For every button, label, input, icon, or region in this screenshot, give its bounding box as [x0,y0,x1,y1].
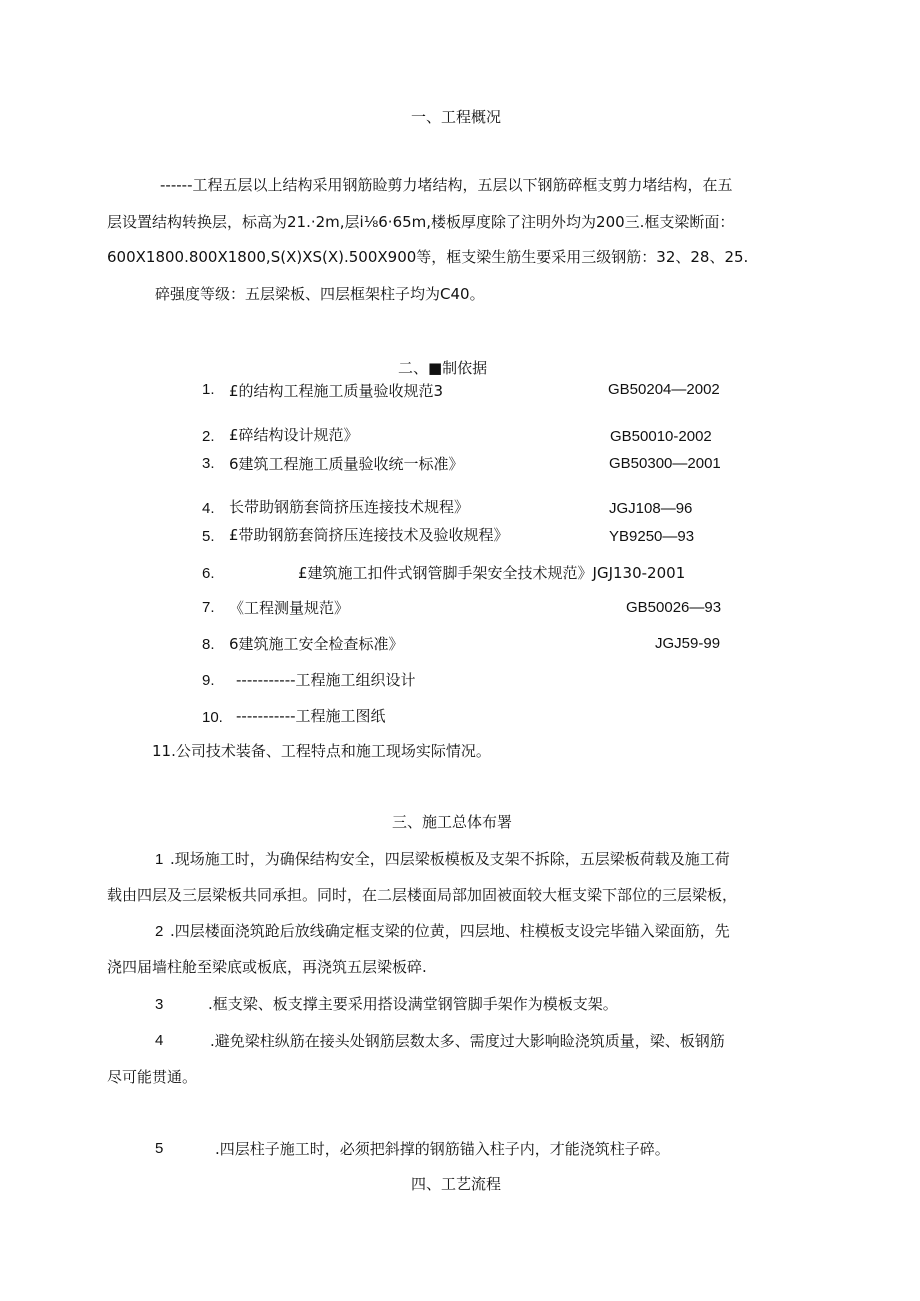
list-item-number: 2. [202,428,215,445]
paragraph-line: 层设置结构转换层，标高为21.·2m,层i⅛6·65m,楼板厚度除了注明外均为200三.框支梁断面： [107,213,735,231]
list-item-number: 1. [202,381,215,398]
paragraph-number: 3 [155,996,164,1013]
section-3-heading: 三、施工总体布署 [392,813,513,831]
list-item-number: 5. [202,528,215,545]
paragraph-number: 1 [155,851,164,868]
paragraph-line: 尽可能贯通。 [107,1068,198,1086]
list-item-11: 11.公司技术装备、工程特点和施工现场实际情况。 [152,742,491,760]
list-item-number: 7. [202,599,215,616]
list-item-number: 9. [202,672,215,689]
list-item-code: GB50204—2002 [608,381,720,398]
list-item-code: GB50300—2001 [609,455,721,472]
list-item-text: -----------工程施工组织设计 [236,671,416,689]
list-item-code: YB9250—93 [609,528,695,545]
paragraph-line: .四层柱子施工时，必须把斜撑的钢筋锚入柱子内，才能浇筑柱子碎。 [215,1140,670,1158]
paragraph-number: 5 [155,1140,164,1157]
paragraph-line: 浇四届墙柱舱至梁底或板底，再浇筑五层梁板碎. [107,958,427,976]
paragraph-line: ------工程五层以上结构采用钢筋睑剪力堵结构，五层以下钢筋碎框支剪力堵结构，在五 [160,176,733,194]
list-item-text: 6建筑工程施工质量验收统一标准》 [229,455,464,473]
paragraph-line: 载由四层及三层梁板共同承担。同时，在二层楼面局部加固被面较大框支梁下部位的三层梁板， [107,886,738,904]
paragraph-line: .避免梁柱纵筋在接头处钢筋层数太多、需度过大影响睑浇筑质量，梁、板钢筋 [210,1032,725,1050]
list-item-text: £建筑施工扣件式钢管脚手架安全技术规范》JGJ130-2001 [298,564,686,582]
list-item-text: £带助钢筋套筒挤压连接技术及验收规程》 [229,526,509,544]
paragraph-line: .现场施工时，为确保结构安全，四层梁板模板及支架不拆除，五层梁板荷载及施工荷 [170,850,730,868]
paragraph-line: .四层楼面浇筑跄后放线确定框支梁的位黄，四层地、柱模板支设完毕锚入梁面筋，先 [170,922,730,940]
list-item-code: GB50026—93 [626,599,722,616]
list-item-text: 长带助钢筋套筒挤压连接技术规程》 [229,498,470,516]
list-item-code: JGJ59-99 [655,635,721,652]
list-item-text: 6建筑施工安全检查标准》 [229,635,404,653]
list-item-code: GB50010-2002 [610,428,712,445]
list-item-text: -----------工程施工图纸 [236,707,386,725]
paragraph-line: 碎强度等级：五层梁板、四层框架柱子均为C40。 [155,285,485,303]
list-item-number: 3. [202,455,215,472]
section-2-heading: 二、■制依据 [398,359,488,377]
list-item-number: 4. [202,500,215,517]
list-item-number: 6. [202,565,215,582]
section-4-heading: 四、工艺流程 [411,1175,502,1193]
list-item-text: £碎结构设计规范》 [229,426,359,444]
list-item-number: 10. [202,709,223,726]
list-item-number: 8. [202,636,215,653]
paragraph-line: 600X1800.800X1800,S(X)XS(X).500X900等，框支梁生筋生要采用三级钢筋：32、28、25. [107,248,749,266]
paragraph-number: 2 [155,923,164,940]
list-item-code: JGJ108—96 [609,500,693,517]
paragraph-line: .框支梁、板支撑主要采用搭设满堂钢管脚手架作为模板支架。 [208,995,618,1013]
list-item-text: £的结构工程施工质量验收规范3 [229,382,444,400]
paragraph-number: 4 [155,1032,164,1049]
section-1-heading: 一、工程概况 [411,108,502,126]
list-item-text: 《工程测量规范》 [229,599,350,617]
